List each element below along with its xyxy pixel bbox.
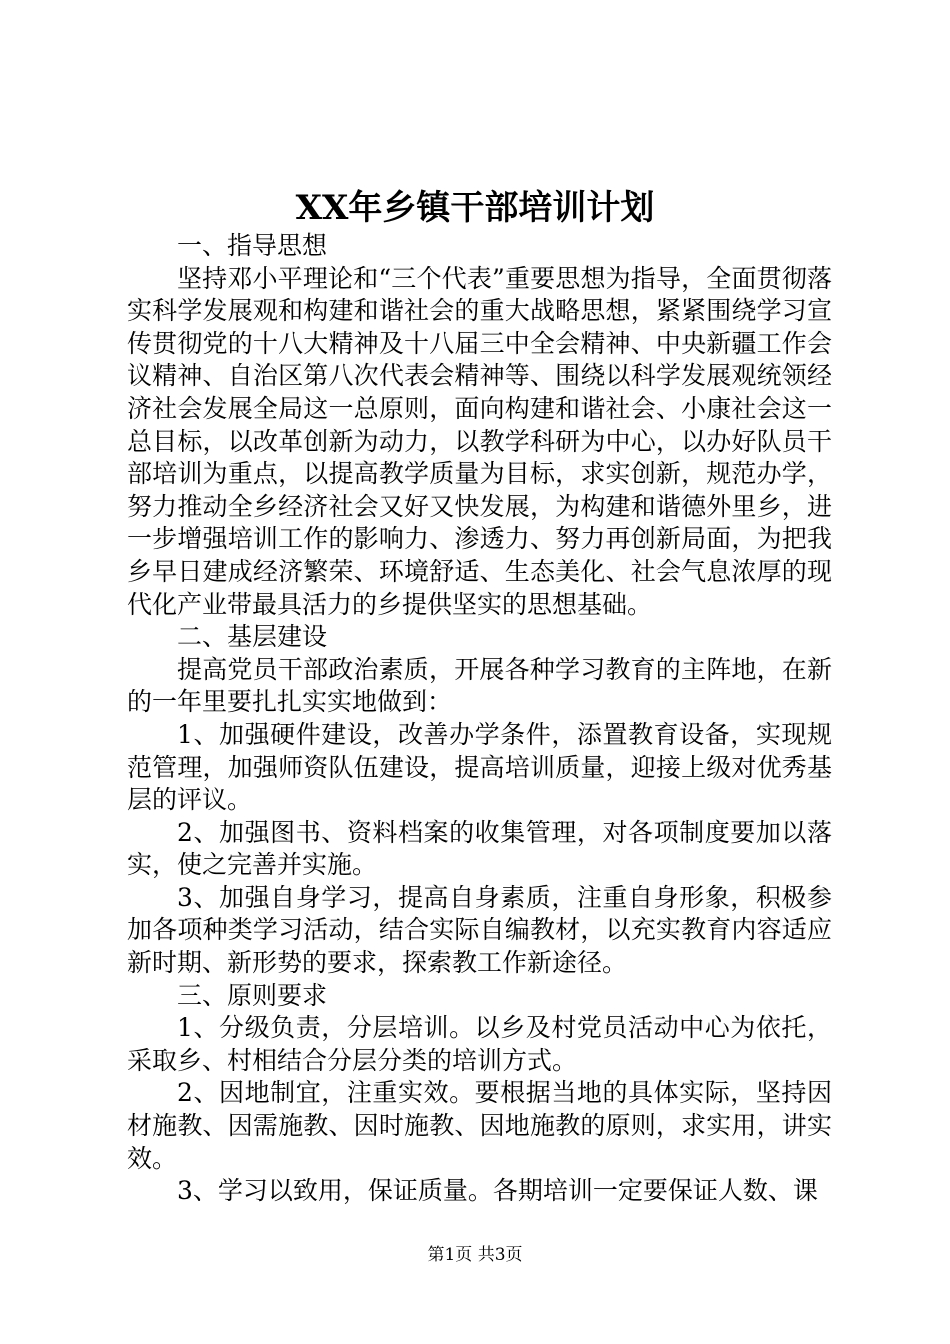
section-heading: 一、指导思想 (177, 231, 328, 260)
page-footer: 第1页 共3页 (427, 1245, 523, 1265)
paragraph: 3、学习以致用，保证质量。各期培训一定要保证人数、课 (177, 1176, 818, 1206)
paragraph: 1、分级负责，分层培训。以乡及村党员活动中心为依托，采取乡、村相结合分层分类的培训方式。 (127, 1013, 832, 1075)
section-heading: 二、基层建设 (177, 622, 328, 652)
document-title: XX年乡镇干部培训计划 (295, 188, 655, 228)
paragraph: 2、因地制宜，注重实效。要根据当地的具体实际，坚持因材施教、因需施教、因时施教、因地施教的原则，求实用，讲实效。 (127, 1078, 832, 1173)
paragraph: 3、加强自身学习，提高自身素质，注重自身形象，积极参加各项种类学习活动，结合实际自编教材，以充实教育内容适应新时期、新形势的要求，探索教工作新途径。 (127, 882, 832, 978)
section-heading: 三、原则要求 (177, 980, 328, 1010)
paragraph: 提高党员干部政治素质，开展各种学习教育的主阵地，在新的一年里要扎扎实实地做到： (127, 654, 832, 717)
document-body (127, 230, 832, 1208)
paragraph: 1、加强硬件建设，改善办学条件，添置教育设备，实现规范管理，加强师资队伍建设，提高培训质量，迎接上级对优秀基层的评议。 (127, 719, 832, 815)
paragraph: 坚持邓小平理论和“三个代表”重要思想为指导，全面贯彻落实科学发展观和构建和谐社会的重大战略思想，紧紧围绕学习宣传贯彻党的十八大精神及十八届三中全会精神、中央新疆工作会议精神、自治区第八次代表会精神等、围绕以科学发展观统领经济社会发展全局这一总原则，面向构建和谐社会、小康社会这一总目标，以改革创新为动力，以教学科研为中心，以办好队员干部培训为重点，以提高教学质量为目标，求实创新，规范办学，努力推动全乡经济社会又好又快发展，为构建和谐德外里乡，进一步增强培训工作的影响力、渗透力、努力再创新局面，为把我乡早日建成经济繁荣、环境舒适、生态美化、社会气息浓厚的现代化产业带最具活力的乡提供坚实的思想基础。 (127, 263, 832, 619)
paragraph: 2、加强图书、资料档案的收集管理，对各项制度要加以落实，使之完善并实施。 (127, 817, 832, 880)
